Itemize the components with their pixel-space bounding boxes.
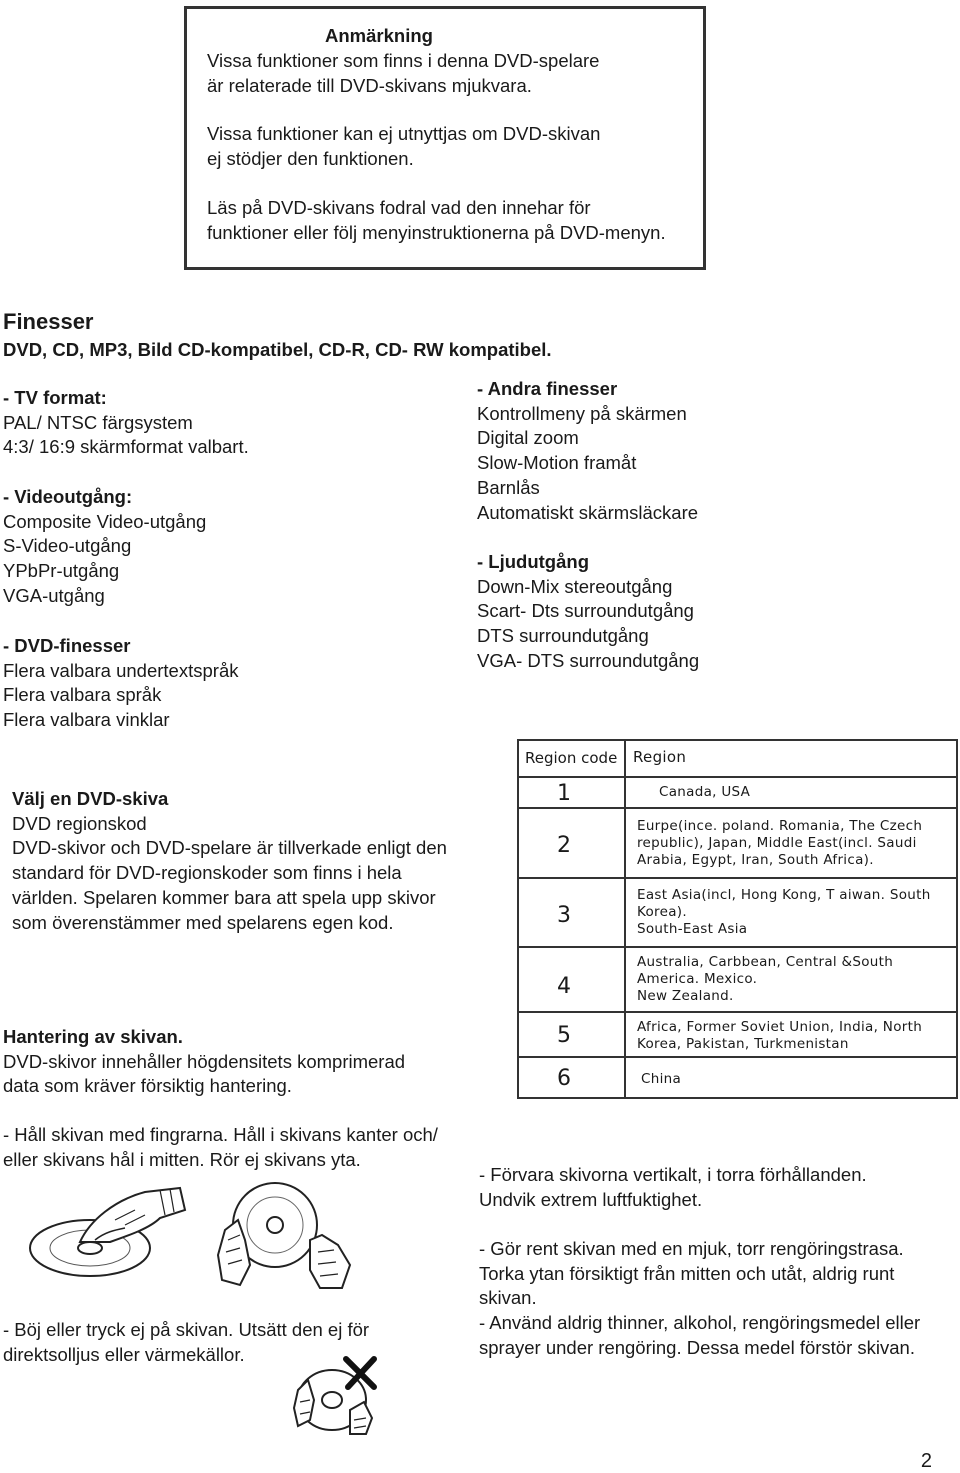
note-title: Anmärkning <box>325 25 433 46</box>
region-code: 2 <box>557 833 571 858</box>
region-text: republic), Japan, Middle East(incl. Saudi <box>637 835 917 851</box>
note-line: Vissa funktioner som finns i denna DVD-spelare <box>207 50 600 71</box>
note-line: Läs på DVD-skivans fodral vad den innehar för <box>207 197 591 218</box>
audio-output-heading: - Ljudutgång <box>477 551 589 572</box>
select-disc-section <box>12 787 447 935</box>
other-features-item: Slow-Motion framåt <box>477 452 637 474</box>
dvd-features-section <box>3 634 238 733</box>
region-text: America. Mexico. <box>637 971 758 987</box>
store-line: - Förvara skivorna vertikalt, i torra förhållanden. <box>479 1164 867 1185</box>
clean-line: sprayer under rengöring. Dessa medel förstör skivan. <box>479 1336 915 1358</box>
handling-line: DVD-skivor innehåller högdensitets komprimerad <box>3 1050 406 1072</box>
hands-holding-disc-edges-illustration <box>210 1180 385 1295</box>
table-row <box>519 948 956 1013</box>
video-output-item: S-Video-utgång <box>3 535 132 557</box>
region-code: 1 <box>557 781 571 806</box>
tv-format-item: PAL/ NTSC färgsystem <box>3 411 193 433</box>
note-line: ej stödjer den funktionen. <box>207 148 414 169</box>
dvd-features-item: Flera valbara vinklar <box>3 709 170 731</box>
video-output-item: YPbPr-utgång <box>3 560 120 582</box>
dvd-features-item: Flera valbara undertextspråk <box>3 659 239 681</box>
other-features-item: Digital zoom <box>477 427 579 449</box>
region-text: Arabia, Egypt, Iran, South Africa). <box>637 852 874 868</box>
other-features-section <box>477 377 698 525</box>
select-disc-heading: Välj en DVD-skiva <box>12 788 169 809</box>
region-code: 5 <box>557 1023 571 1048</box>
video-output-heading: - Videoutgång: <box>3 486 133 507</box>
table-row <box>519 1058 956 1097</box>
region-text: East Asia(incl, Hong Kong, T aiwan. South <box>637 887 931 903</box>
hold-line: eller skivans hål i mitten. Rör ej skivans yta. <box>3 1148 361 1170</box>
tv-format-section <box>3 386 249 460</box>
table-row <box>519 809 956 879</box>
clean-line: - Gör rent skivan med en mjuk, torr rengöringstrasa. <box>479 1238 904 1259</box>
region-text: Africa, Former Soviet Union, India, North <box>637 1019 923 1035</box>
hold-disc-text <box>3 1123 438 1172</box>
header-region: Region <box>633 748 687 766</box>
note-line: är relaterade till DVD-skivans mjukvara. <box>207 75 532 96</box>
region-code: 6 <box>557 1066 571 1091</box>
other-features-item: Automatiskt skärmsläckare <box>477 501 699 523</box>
bend-line: direktsolljus eller värmekällor. <box>3 1343 245 1365</box>
audio-output-item: Scart- Dts surroundutgång <box>477 600 694 622</box>
region-text: Eurpe(ince. poland. Romania, The Czech <box>637 818 923 834</box>
table-header-row <box>519 741 956 778</box>
region-code: 4 <box>557 974 571 999</box>
handling-section <box>3 1025 405 1099</box>
header-region-code: Region code <box>525 749 618 767</box>
region-text: South-East Asia <box>637 921 748 937</box>
select-disc-line: världen. Spelaren kommer bara att spela upp skivor <box>12 886 436 908</box>
region-text: China <box>641 1071 682 1087</box>
tv-format-heading: - TV format: <box>3 387 107 408</box>
features-subtitle: DVD, CD, MP3, Bild CD-kompatibel, CD-R, CD- RW kompatibel. <box>3 339 552 360</box>
page-number: 2 <box>920 1450 932 1472</box>
clean-disc-text <box>479 1237 920 1361</box>
handling-heading: Hantering av skivan. <box>3 1026 183 1047</box>
cross-icon <box>340 1353 380 1398</box>
table-row <box>519 778 956 809</box>
audio-output-item: DTS surroundutgång <box>477 625 649 647</box>
handling-line: data som kräver försiktig hantering. <box>3 1075 292 1097</box>
region-text: New Zealand. <box>637 988 734 1004</box>
region-code: 3 <box>557 903 571 928</box>
clean-line: skivan. <box>479 1287 537 1309</box>
table-row <box>519 1013 956 1058</box>
region-text: Canada, USA <box>659 784 751 800</box>
audio-output-section <box>477 550 699 674</box>
clean-line: - Använd aldrig thinner, alkohol, rengöringsmedel eller <box>479 1312 921 1334</box>
select-disc-line: DVD regionskod <box>12 812 147 834</box>
other-features-item: Barnlås <box>477 476 540 498</box>
audio-output-item: Down-Mix stereoutgång <box>477 575 673 597</box>
video-output-item: Composite Video-utgång <box>3 510 207 532</box>
hand-holding-disc-illustration <box>20 1180 195 1290</box>
features-title: Finesser <box>3 309 94 334</box>
dvd-features-heading: - DVD-finesser <box>3 635 131 656</box>
hold-line: - Håll skivan med fingrarna. Håll i skivans kanter och/ <box>3 1124 438 1145</box>
select-disc-line: som överenstämmer med spelarens egen kod. <box>12 911 394 933</box>
video-output-item: VGA-utgång <box>3 584 105 606</box>
region-code-table <box>517 739 958 1099</box>
select-disc-line: standard för DVD-regionskoder som finns i hela <box>12 862 402 884</box>
audio-output-item: VGA- DTS surroundutgång <box>477 649 700 671</box>
dvd-features-item: Flera valbara språk <box>3 684 162 706</box>
note-line: funktioner eller följ menyinstruktionerna på DVD-menyn. <box>207 222 666 243</box>
tv-format-item: 4:3/ 16:9 skärmformat valbart. <box>3 436 249 458</box>
note-line: Vissa funktioner kan ej utnyttjas om DVD-skivan <box>207 123 601 144</box>
note-box <box>184 6 706 270</box>
select-disc-line: DVD-skivor och DVD-spelare är tillverkade enligt den <box>12 837 447 859</box>
region-text: Australia, Carbbean, Central &South <box>637 954 894 970</box>
region-text: Korea). <box>637 904 687 920</box>
table-row <box>519 879 956 948</box>
other-features-item: Kontrollmeny på skärmen <box>477 402 687 424</box>
video-output-section <box>3 485 206 609</box>
store-line: Undvik extrem luftfuktighet. <box>479 1188 703 1210</box>
region-text: Korea, Pakistan, Turkmenistan <box>637 1036 849 1052</box>
store-disc-text <box>479 1163 867 1212</box>
other-features-heading: - Andra finesser <box>477 378 618 399</box>
bend-line: - Böj eller tryck ej på skivan. Utsätt den ej för <box>3 1319 370 1340</box>
clean-line: Torka ytan försiktigt från mitten och utåt, aldrig runt <box>479 1262 895 1284</box>
